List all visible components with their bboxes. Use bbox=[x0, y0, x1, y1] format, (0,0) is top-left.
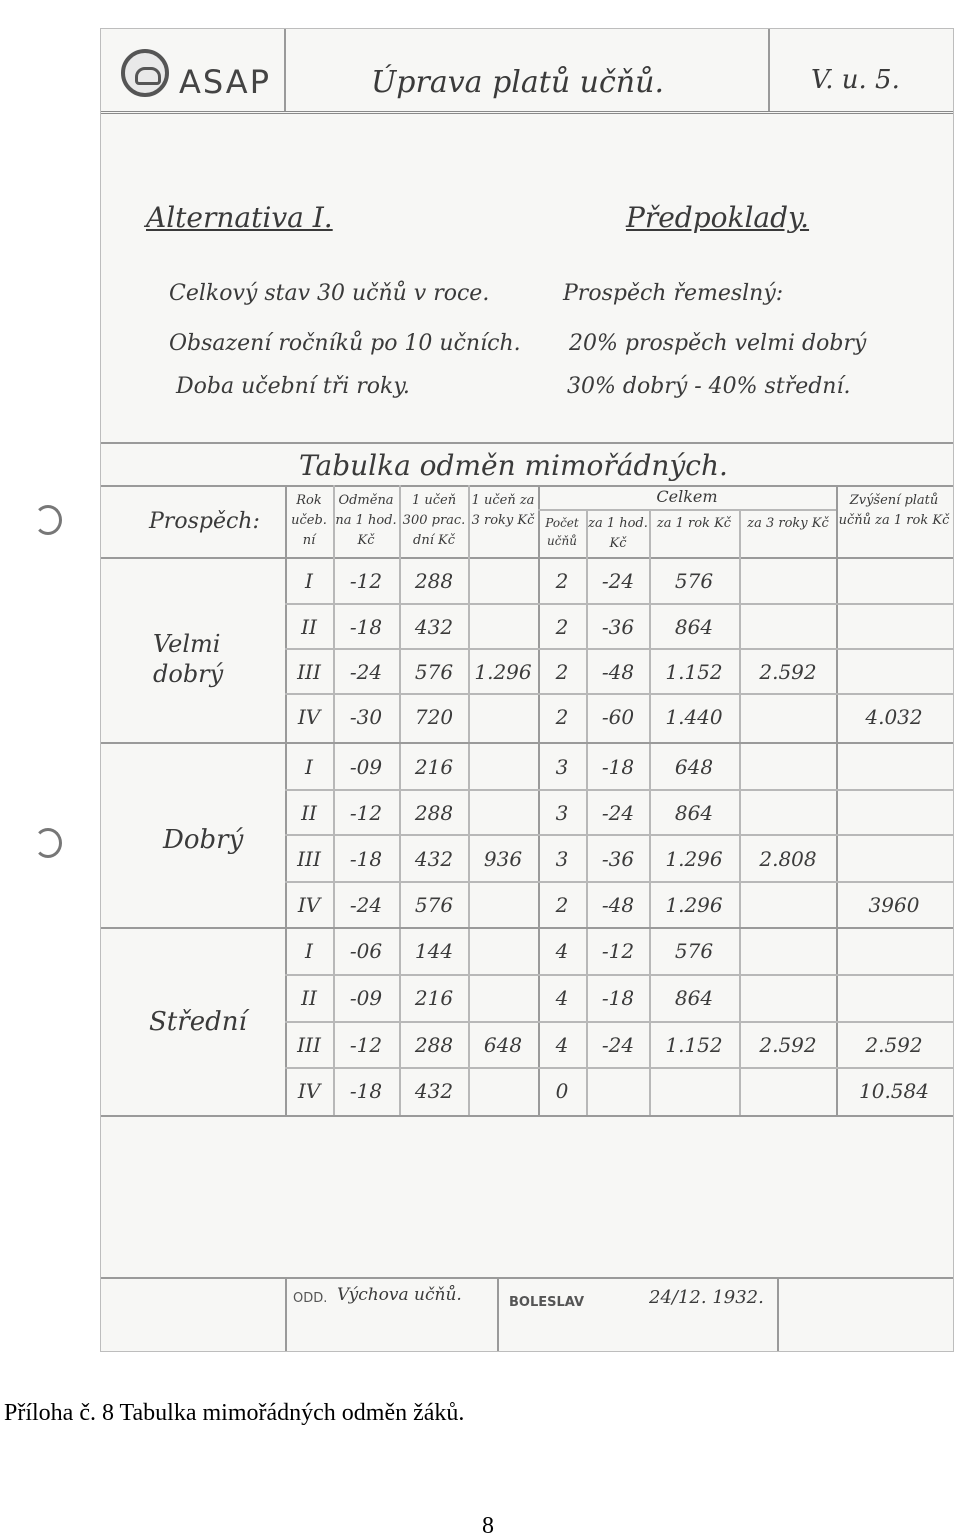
cell-pocet: 3 bbox=[555, 847, 569, 871]
cell-zahod: -36 bbox=[601, 847, 635, 871]
cell-zahod: -36 bbox=[601, 615, 635, 639]
cell-zarok: 1.296 bbox=[665, 847, 723, 871]
cell-zvyseni: 2.592 bbox=[865, 1033, 923, 1057]
cell-pocet: 2 bbox=[555, 615, 569, 639]
alternative-line-1: Celkový stav 30 učňů v roce. bbox=[169, 281, 490, 306]
cell-ucen3: 1.296 bbox=[474, 660, 532, 684]
alternative-line-3: Doba učební tři roky. bbox=[176, 374, 410, 399]
header-pocet: Počet učňů bbox=[545, 516, 579, 548]
form-title: Úprava platů učňů. bbox=[371, 65, 664, 100]
header-rok: Rok učeb. ní bbox=[291, 493, 327, 548]
punch-hole-top bbox=[34, 505, 62, 535]
header-celkem: Celkem bbox=[656, 487, 718, 506]
cell-zarok: 864 bbox=[674, 986, 714, 1010]
cell-zahod: -60 bbox=[601, 705, 635, 729]
footer-city: BOLESLAV bbox=[509, 1295, 585, 1310]
cell-pocet: 2 bbox=[555, 660, 569, 684]
company-name: ASAP bbox=[179, 63, 271, 101]
group-label-velmi-dobry: Velmi dobrý bbox=[153, 630, 224, 688]
cell-ucen3: 936 bbox=[483, 847, 523, 871]
header-zvyseni: Zvýšení platů učňů za 1 rok Kč bbox=[838, 493, 950, 528]
cell-odmena: -18 bbox=[349, 847, 383, 871]
cell-zarok: 576 bbox=[674, 569, 714, 593]
cell-odmena: -09 bbox=[349, 986, 383, 1010]
cell-odmena: -12 bbox=[349, 569, 383, 593]
cell-zarok: 648 bbox=[674, 755, 714, 779]
cell-ucen: 432 bbox=[414, 615, 454, 639]
cell-pocet: 2 bbox=[555, 893, 569, 917]
cell-rok: II bbox=[301, 615, 317, 639]
cell-ucen: 144 bbox=[414, 939, 454, 963]
cell-zvyseni: 3960 bbox=[868, 893, 920, 917]
cell-zarok: 1.440 bbox=[665, 705, 723, 729]
assumptions-line-2: 20% prospěch velmi dobrý bbox=[569, 331, 867, 356]
cell-pocet: 4 bbox=[555, 1033, 569, 1057]
cell-pocet: 4 bbox=[555, 939, 569, 963]
cell-zarok: 1.152 bbox=[665, 1033, 723, 1057]
group-label-dobry: Dobrý bbox=[163, 825, 244, 855]
form-sheet bbox=[100, 28, 954, 1352]
cell-zarok: 1.296 bbox=[665, 893, 723, 917]
cell-odmena: -24 bbox=[349, 660, 383, 684]
header-ucen3: 1 učeň za 3 roky Kč bbox=[471, 493, 535, 528]
cell-zahod: -24 bbox=[601, 569, 635, 593]
company-logo-icon bbox=[121, 49, 169, 97]
cell-rok: IV bbox=[297, 705, 321, 729]
cell-zarok: 1.152 bbox=[665, 660, 723, 684]
group-label-stredni: Střední bbox=[149, 1007, 247, 1037]
assumptions-heading: Předpoklady. bbox=[626, 201, 810, 234]
cell-zahod: -24 bbox=[601, 1033, 635, 1057]
cell-za3: 2.592 bbox=[759, 660, 817, 684]
form-code: V. u. 5. bbox=[811, 65, 900, 95]
cell-rok: I bbox=[305, 755, 313, 779]
cell-ucen: 288 bbox=[414, 801, 454, 825]
cell-odmena: -30 bbox=[349, 705, 383, 729]
assumptions-line-1: Prospěch řemeslný: bbox=[563, 281, 784, 306]
caption: Příloha č. 8 Tabulka mimořádných odměn žáků. bbox=[4, 1400, 465, 1426]
cell-pocet: 2 bbox=[555, 569, 569, 593]
cell-zvyseni: 10.584 bbox=[859, 1079, 929, 1103]
cell-pocet: 3 bbox=[555, 801, 569, 825]
cell-odmena: -09 bbox=[349, 755, 383, 779]
header-zahod: za 1 hod. Kč bbox=[588, 516, 648, 551]
footer-date: 24/12. 1932. bbox=[649, 1287, 764, 1308]
cell-pocet: 2 bbox=[555, 705, 569, 729]
cell-rok: III bbox=[297, 847, 321, 871]
cell-zarok: 576 bbox=[674, 939, 714, 963]
cell-rok: III bbox=[297, 660, 321, 684]
cell-zahod: -18 bbox=[601, 755, 635, 779]
cell-za3: 2.808 bbox=[759, 847, 817, 871]
cell-zahod: -48 bbox=[601, 660, 635, 684]
side-header: Prospěch: bbox=[149, 509, 260, 534]
cell-ucen: 432 bbox=[414, 1079, 454, 1103]
header-zarok: za 1 rok Kč bbox=[656, 516, 732, 531]
cell-za3: 2.592 bbox=[759, 1033, 817, 1057]
form-header bbox=[101, 29, 953, 114]
cell-rok: II bbox=[301, 801, 317, 825]
cell-zahod: -48 bbox=[601, 893, 635, 917]
cell-ucen: 288 bbox=[414, 1033, 454, 1057]
assumptions-line-3: 30% dobrý - 40% střední. bbox=[567, 374, 851, 399]
cell-ucen: 576 bbox=[414, 660, 454, 684]
footer-odd-label: ODD. bbox=[293, 1291, 328, 1306]
cell-ucen: 216 bbox=[414, 755, 454, 779]
cell-zahod: -18 bbox=[601, 986, 635, 1010]
cell-zahod: -24 bbox=[601, 801, 635, 825]
cell-ucen: 288 bbox=[414, 569, 454, 593]
cell-zahod: -12 bbox=[601, 939, 635, 963]
cell-ucen: 216 bbox=[414, 986, 454, 1010]
cell-pocet: 3 bbox=[555, 755, 569, 779]
cell-rok: III bbox=[297, 1033, 321, 1057]
cell-ucen3: 648 bbox=[483, 1033, 523, 1057]
cell-ucen: 432 bbox=[414, 847, 454, 871]
cell-odmena: -06 bbox=[349, 939, 383, 963]
table-title: Tabulka odměn mimořádných. bbox=[299, 449, 728, 482]
page-number: 8 bbox=[482, 1513, 494, 1539]
cell-rok: I bbox=[305, 939, 313, 963]
cell-odmena: -12 bbox=[349, 801, 383, 825]
cell-zarok: 864 bbox=[674, 615, 714, 639]
cell-pocet: 4 bbox=[555, 986, 569, 1010]
cell-zvyseni: 4.032 bbox=[865, 705, 923, 729]
cell-ucen: 720 bbox=[414, 705, 454, 729]
cell-odmena: -18 bbox=[349, 1079, 383, 1103]
alternative-heading: Alternativa I. bbox=[146, 201, 333, 234]
header-odmena: Odměna na 1 hod. Kč bbox=[335, 493, 397, 548]
cell-rok: IV bbox=[297, 1079, 321, 1103]
cell-ucen: 576 bbox=[414, 893, 454, 917]
cell-zarok: 864 bbox=[674, 801, 714, 825]
footer-odd-value: Výchova učňů. bbox=[337, 1285, 462, 1305]
header-ucen: 1 učeň 300 prac. dní Kč bbox=[402, 493, 466, 548]
cell-rok: II bbox=[301, 986, 317, 1010]
alternative-line-2: Obsazení ročníků po 10 učních. bbox=[169, 331, 521, 356]
cell-odmena: -24 bbox=[349, 893, 383, 917]
header-za3: za 3 roky Kč bbox=[747, 516, 829, 531]
cell-pocet: 0 bbox=[555, 1079, 569, 1103]
cell-odmena: -18 bbox=[349, 615, 383, 639]
cell-rok: I bbox=[305, 569, 313, 593]
punch-hole-bottom bbox=[34, 828, 62, 858]
cell-odmena: -12 bbox=[349, 1033, 383, 1057]
cell-rok: IV bbox=[297, 893, 321, 917]
